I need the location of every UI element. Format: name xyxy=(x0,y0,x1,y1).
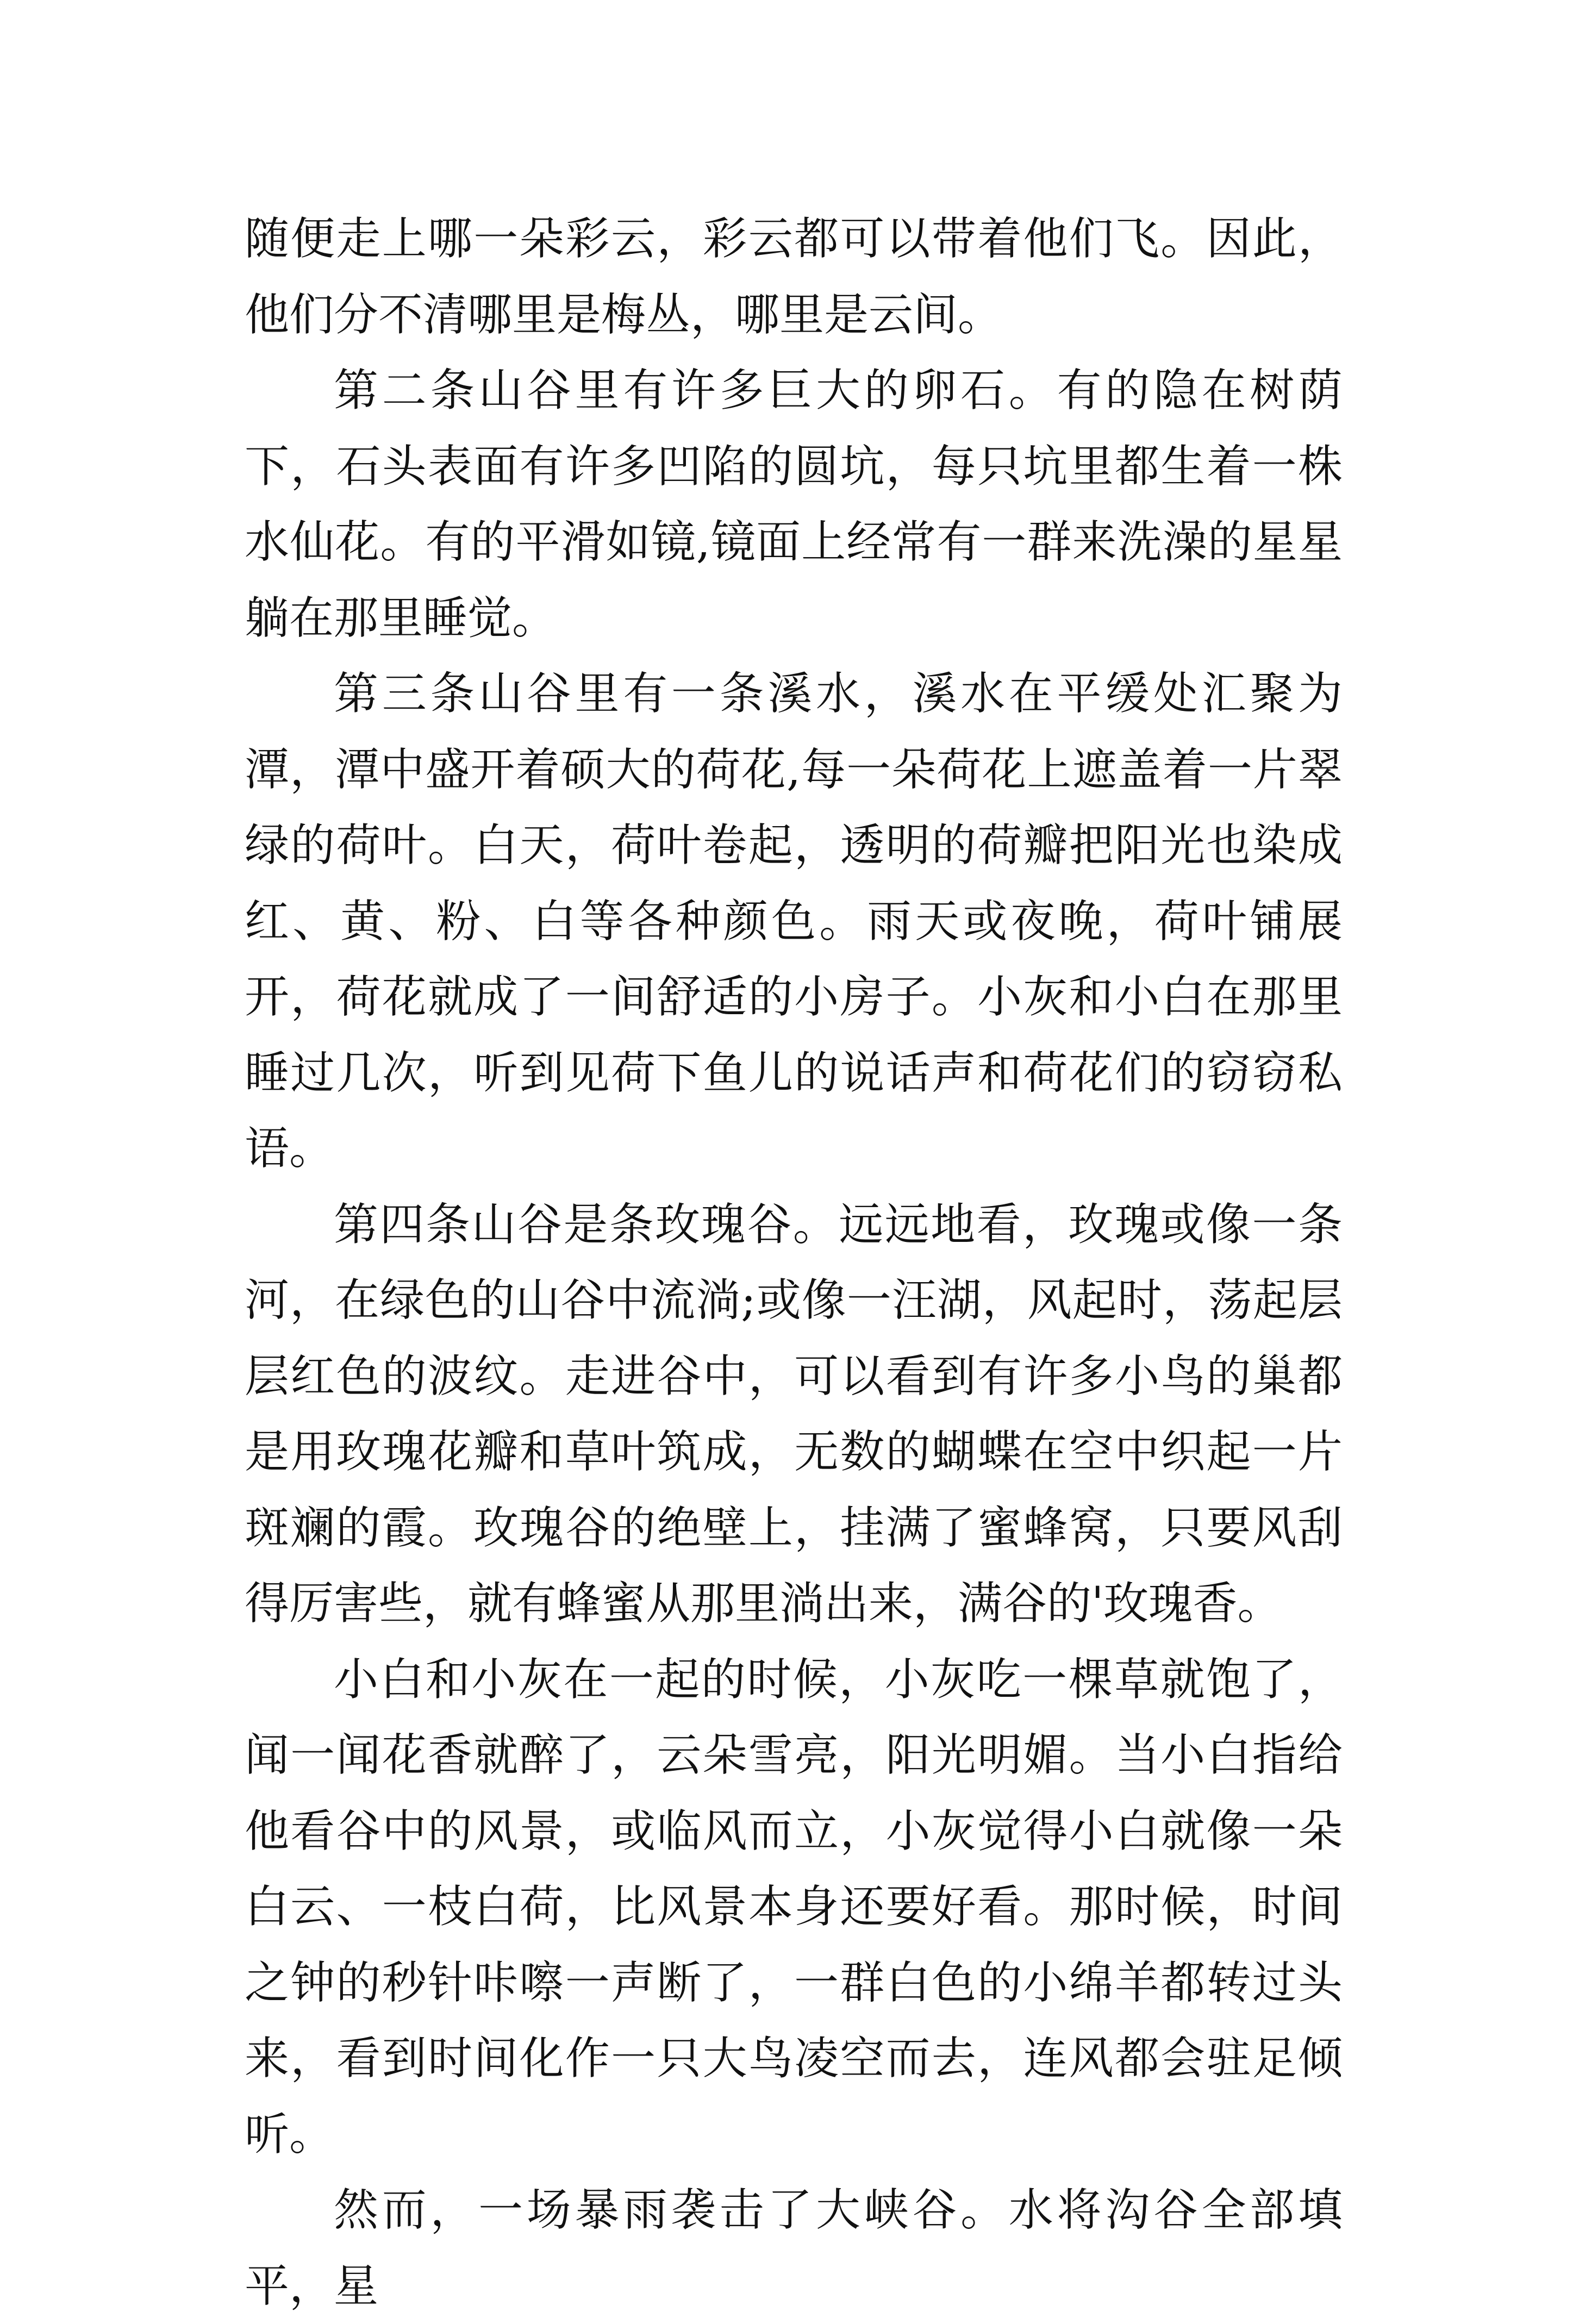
paragraph-fourth-valley: 第四条山谷是条玫瑰谷。远远地看，玫瑰或像一条河，在绿色的山谷中流淌;或像一汪湖，风起时，荡起层层红色的波纹。走进谷中，可以看到有许多小鸟的巢都是用玫瑰花瓣和草叶筑成，无数的蝴蝶在空中织起一片斑斓的霞。玫瑰谷的绝壁上，挂满了蜜蜂窝，只要风刮得厉害些，就有蜂蜜从那里淌出来，满谷的'玫瑰香。 xyxy=(245,1198,1343,1629)
paragraph-continuation: 随便走上哪一朵彩云，彩云都可以带着他们飞。因此，他们分不清哪里是梅丛，哪里是云间。 xyxy=(245,213,1343,341)
paragraph-second-valley: 第二条山谷里有许多巨大的卵石。有的隐在树荫下，石头表面有许多凹陷的圆坑，每只坑里都生着一株水仙花。有的平滑如镜,镜面上经常有一群来洗澡的星星躺在那里睡觉。 xyxy=(245,365,1343,644)
paragraph-third-valley: 第三条山谷里有一条溪水，溪水在平缓处汇聚为潭，潭中盛开着硕大的荷花,每一朵荷花上遮盖着一片翠绿的荷叶。白天，荷叶卷起，透明的荷瓣把阳光也染成红、黄、粉、白等各种颜色。雨天或夜晚，荷叶铺展开，荷花就成了一间舒适的小房子。小灰和小白在那里睡过几次，听到见荷下鱼儿的说话声和荷花们的窃窃私语。 xyxy=(245,668,1343,1175)
document-body xyxy=(245,201,1343,2324)
paragraph-storm: 然而，一场暴雨袭击了大峡谷。水将沟谷全部填平，星 xyxy=(245,2184,1343,2312)
paragraph-together: 小白和小灰在一起的时候，小灰吃一棵草就饱了，闻一闻花香就醉了，云朵雪亮，阳光明媚。当小白指给他看谷中的风景，或临风而立，小灰觉得小白就像一朵白云、一枝白荷，比风景本身还要好看。那时候，时间之钟的秒针咔嚓一声断了，一群白色的小绵羊都转过头来，看到时间化作一只大鸟凌空而去，连风都会驻足倾听。 xyxy=(245,1653,1343,2160)
